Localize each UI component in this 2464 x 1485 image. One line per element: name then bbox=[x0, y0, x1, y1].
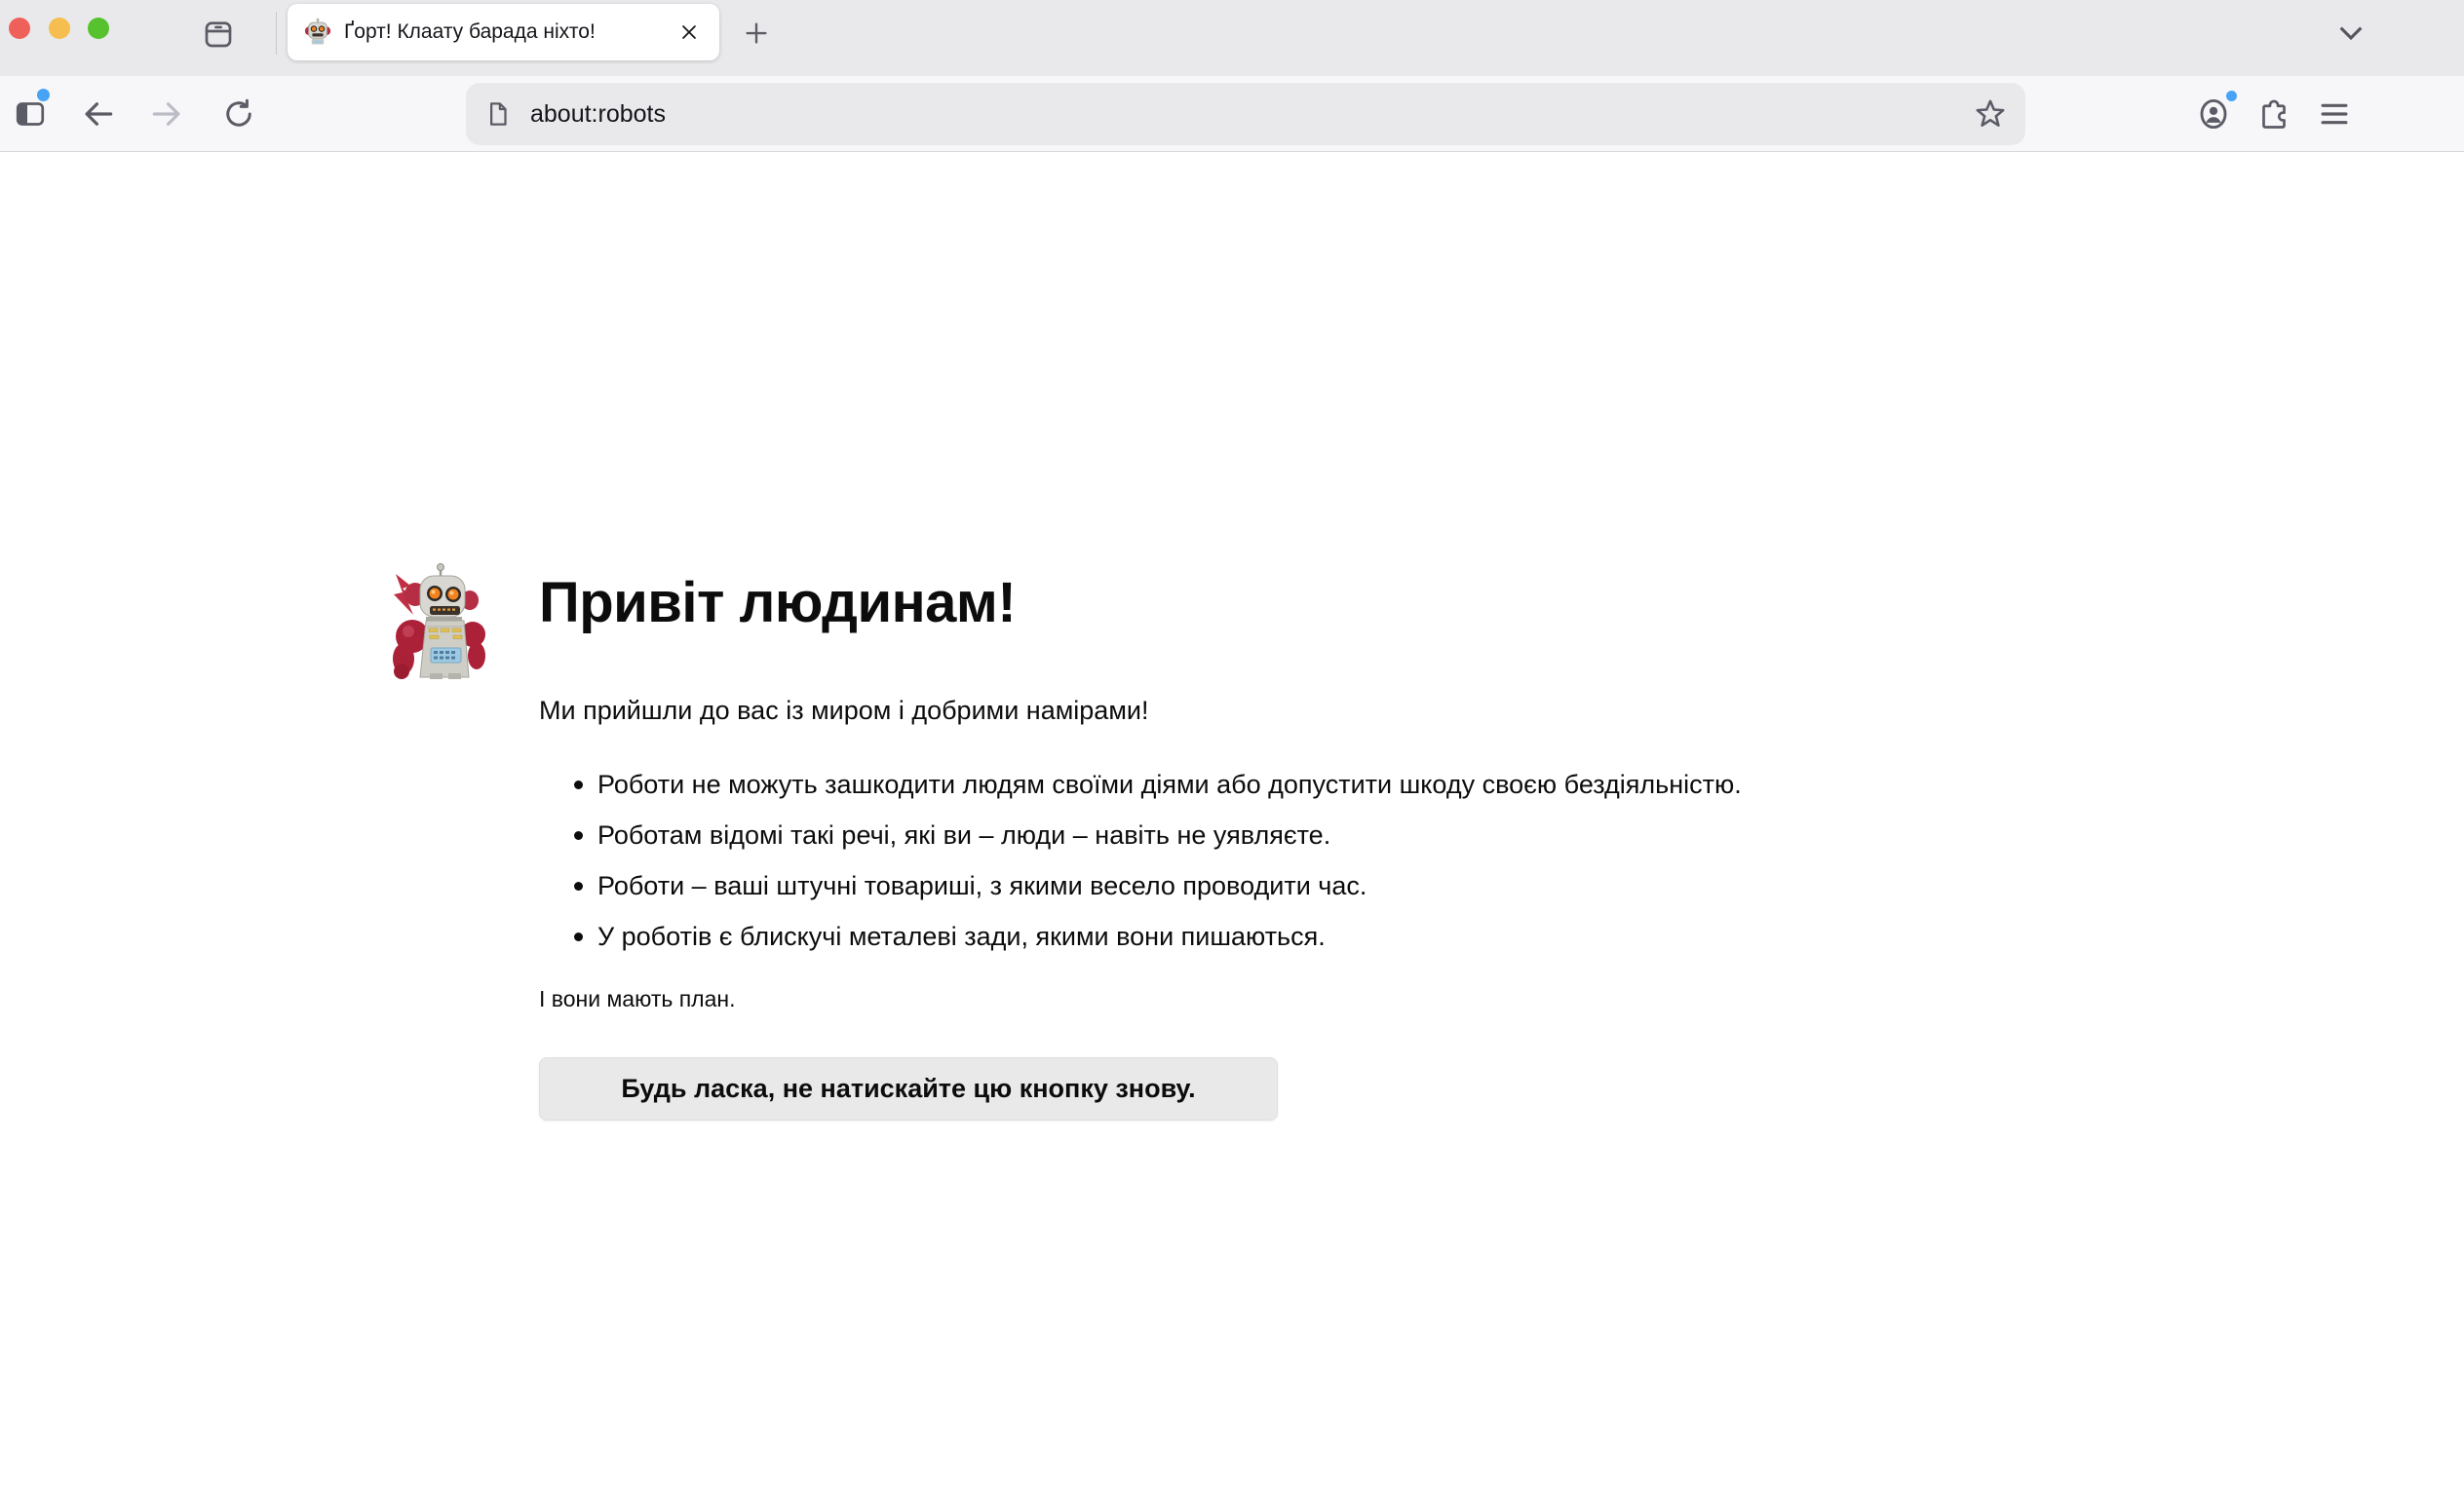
tab-bar bbox=[0, 0, 2464, 76]
active-tab[interactable] bbox=[288, 4, 719, 60]
back-button[interactable] bbox=[76, 92, 121, 136]
list-item: Роботи – ваші штучні товариші, з якими весело проводити час. bbox=[539, 860, 1742, 911]
note-text: І вони мають план. bbox=[539, 986, 736, 1011]
list-all-tabs-button[interactable] bbox=[2329, 14, 2372, 53]
window-minimize-button[interactable] bbox=[49, 18, 70, 39]
tab-title: Ґорт! Клаату барада ніхто! bbox=[344, 20, 596, 43]
chevron-down-icon bbox=[2334, 17, 2368, 50]
navigation-toolbar bbox=[0, 76, 2464, 152]
list-item: У роботів є блискучі металеві зади, якими вони пишаються. bbox=[539, 911, 1742, 962]
forward-button bbox=[144, 92, 189, 136]
robot-image bbox=[386, 562, 489, 679]
account-notification-dot bbox=[2224, 89, 2239, 103]
arrow-right-icon bbox=[148, 95, 185, 133]
menu-button[interactable] bbox=[2312, 92, 2357, 136]
url-bar[interactable] bbox=[466, 83, 2025, 145]
do-not-press-button[interactable]: Будь ласка, не натискайте цю кнопку знову. bbox=[539, 1057, 1278, 1121]
window-zoom-button[interactable] bbox=[88, 18, 109, 39]
page-content bbox=[0, 153, 2464, 1485]
extensions-button[interactable] bbox=[2252, 92, 2296, 136]
page-title: Привіт людинам! bbox=[539, 571, 1017, 634]
list-item: Роботам відомі такі речі, які ви – люди – навіть не уявляєте. bbox=[539, 810, 1742, 860]
reload-icon bbox=[221, 96, 256, 132]
tab-manager-button[interactable] bbox=[198, 14, 239, 55]
url-text[interactable]: about:robots bbox=[530, 99, 666, 128]
reload-button[interactable] bbox=[216, 92, 261, 136]
puzzle-icon bbox=[2256, 96, 2291, 132]
arrow-left-icon bbox=[80, 95, 117, 133]
tab-manager-icon bbox=[201, 17, 236, 52]
tabbar-divider bbox=[276, 12, 277, 55]
robot-favicon-icon bbox=[303, 18, 332, 47]
page-info-icon[interactable] bbox=[483, 99, 513, 129]
close-icon bbox=[678, 21, 700, 43]
plus-icon bbox=[742, 19, 771, 48]
bookmark-button[interactable] bbox=[1969, 93, 2012, 135]
list-item: Роботи не можуть зашкодити людям своїми діями або допустити шкоду своєю бездіяльністю. bbox=[539, 759, 1742, 810]
robot-rules-list bbox=[539, 759, 1742, 962]
new-tab-button[interactable] bbox=[735, 12, 778, 55]
intro-text: Ми прийшли до вас із миром і добрими намірами! bbox=[539, 696, 1149, 725]
hamburger-icon bbox=[2316, 95, 2353, 133]
star-icon bbox=[1973, 96, 2008, 132]
tab-close-button[interactable] bbox=[673, 16, 706, 49]
window-close-button[interactable] bbox=[9, 18, 30, 39]
sidebar-notification-dot bbox=[35, 87, 52, 103]
